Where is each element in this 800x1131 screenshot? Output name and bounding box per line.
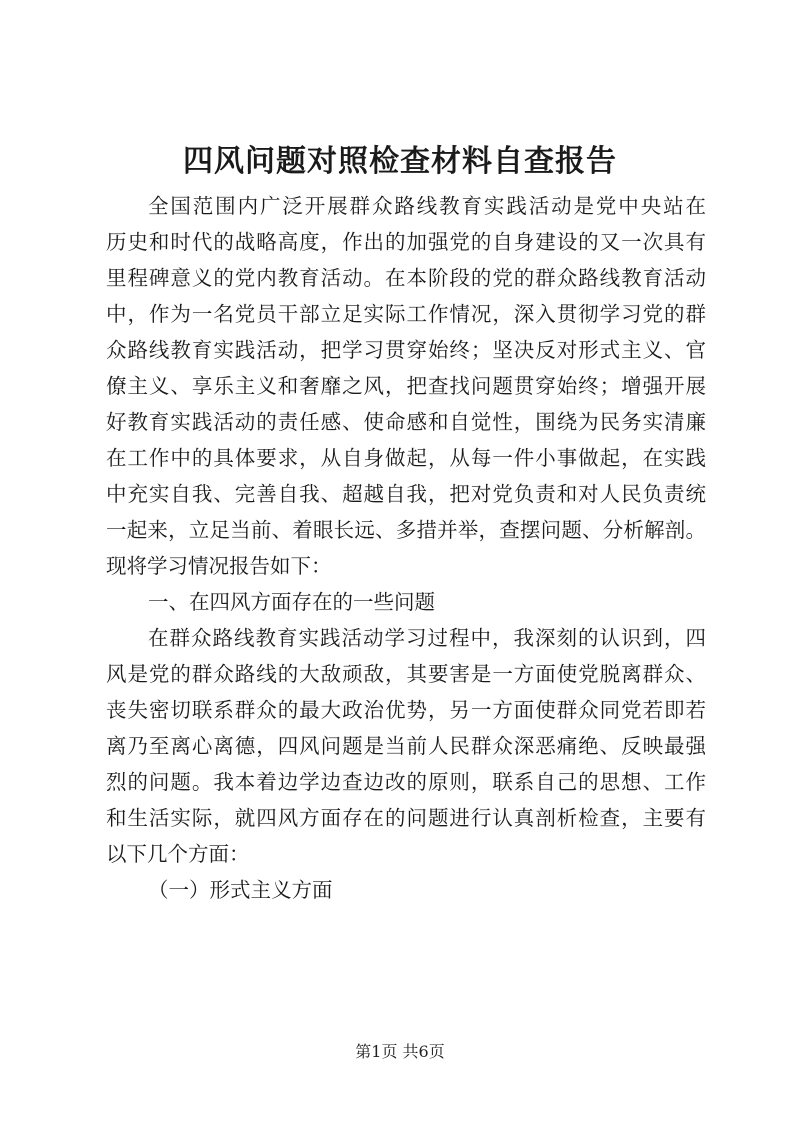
paragraph-line: 风是党的群众路线的大敌顽敌，其要害是一方面使党脱离群众、 [106, 662, 706, 686]
paragraph-line: 烈的问题。我本着边学边查边改的原则，联系自己的思想、工作 [106, 770, 706, 794]
paragraph-line: 里程碑意义的党内教育活动。在本阶段的党的群众路线教育活动 [106, 266, 706, 290]
document-body [106, 188, 706, 908]
document-title: 四风问题对照检查材料自查报告 [183, 144, 617, 179]
paragraph-line: 历史和时代的战略高度，作出的加强党的自身建设的又一次具有 [106, 230, 706, 254]
paragraph-line: 好教育实践活动的责任感、使命感和自觉性，围绕为民务实清廉 [106, 410, 706, 434]
paragraph-line: 离乃至离心离德，四风问题是当前人民群众深恶痛绝、反映最强 [106, 734, 706, 758]
paragraph-1 [106, 188, 706, 584]
subsection-heading: （一）形式主义方面 [148, 878, 333, 902]
paragraph-2 [106, 620, 706, 872]
paragraph-line: 以下几个方面： [106, 842, 250, 866]
section-heading: 一、在四风方面存在的一些问题 [148, 590, 435, 614]
paragraph-line: 中，作为一名党员干部立足实际工作情况，深入贯彻学习党的群 [106, 302, 706, 326]
paragraph-line: 丧失密切联系群众的最大政治优势，另一方面使群众同党若即若 [106, 698, 706, 722]
paragraph-line: 在工作中的具体要求，从自身做起，从每一件小事做起，在实践 [106, 446, 706, 470]
paragraph-line: 在群众路线教育实践活动学习过程中，我深刻的认识到，四 [148, 626, 706, 650]
page-footer: 第1页 共6页 [355, 1042, 445, 1061]
paragraph-line: 僚主义、享乐主义和奢靡之风，把查找问题贯穿始终；增强开展 [106, 374, 706, 398]
paragraph-line: 一起来，立足当前、着眼长远、多措并举，查摆问题、分析解剖。 [106, 518, 706, 542]
paragraph-line: 众路线教育实践活动，把学习贯穿始终；坚决反对形式主义、官 [106, 338, 706, 362]
paragraph-line: 全国范围内广泛开展群众路线教育实践活动是党中央站在 [148, 194, 706, 218]
paragraph-line: 现将学习情况报告如下： [106, 554, 332, 578]
paragraph-line: 中充实自我、完善自我、超越自我，把对党负责和对人民负责统 [106, 482, 706, 506]
paragraph-line: 和生活实际，就四风方面存在的问题进行认真剖析检查，主要有 [106, 806, 706, 830]
